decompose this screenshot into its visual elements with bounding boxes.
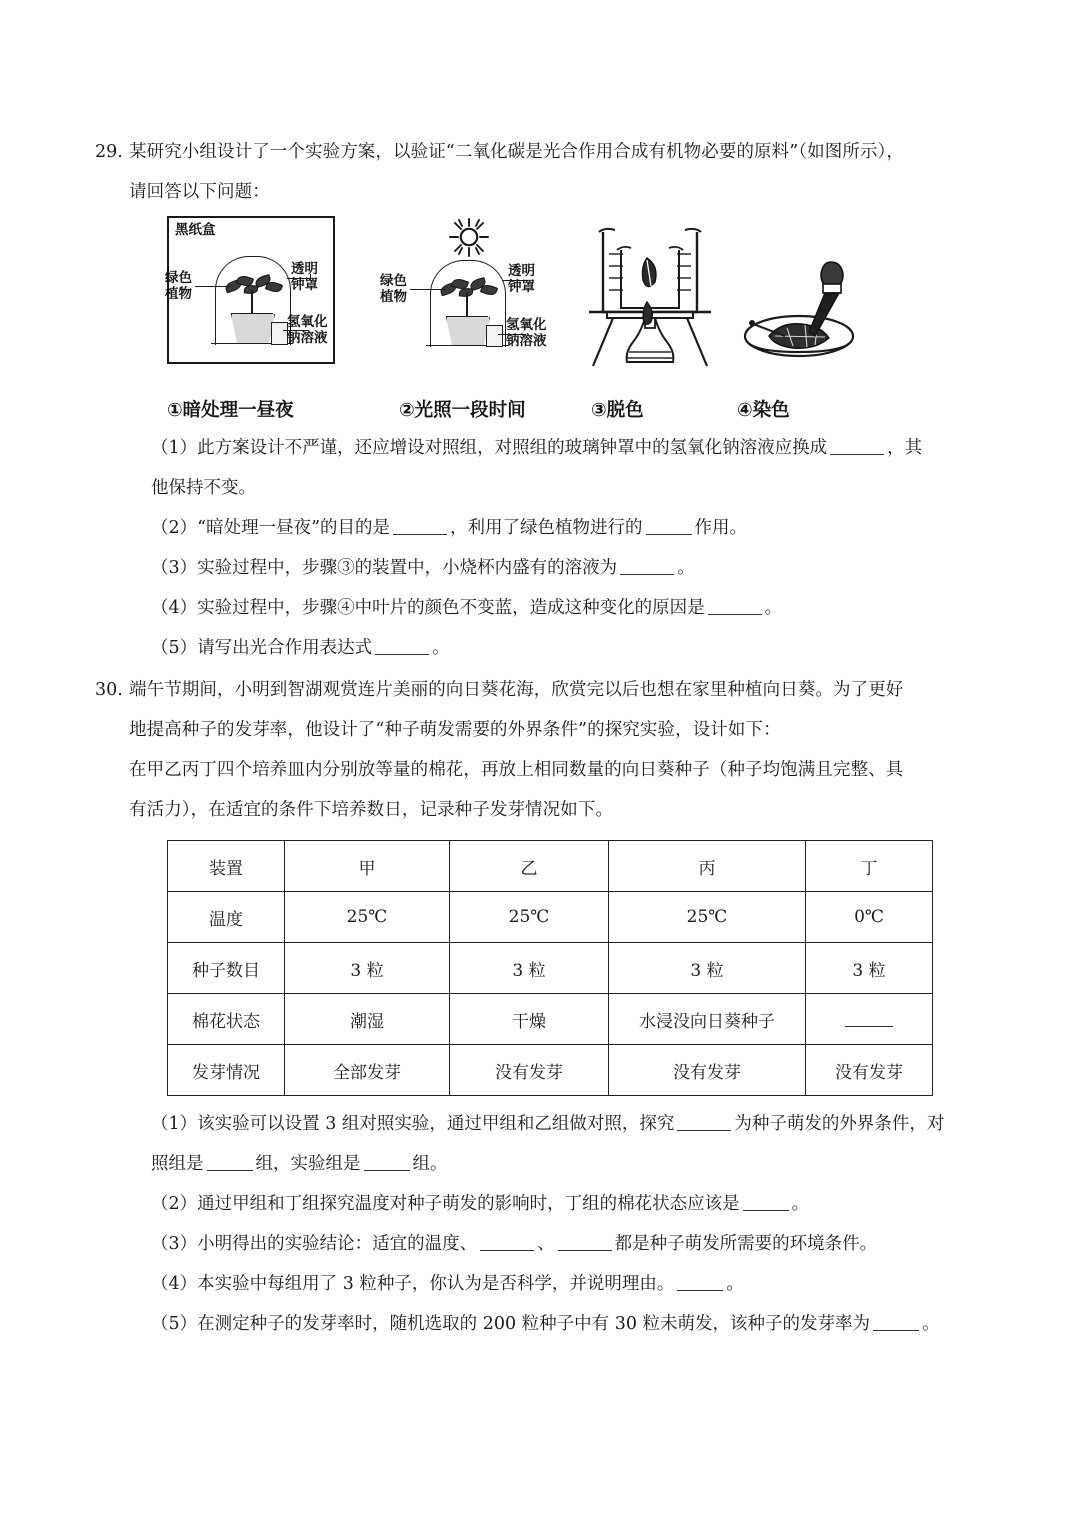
question-29-sub-5 xyxy=(151,628,995,668)
question-29-sub-1-line2 xyxy=(151,468,995,508)
question-30-stem-line-1: 端午节期间，小明到智湖观赏连片美丽的向日葵花海，欣赏完以后也想在家里种植向日葵。为了更好 xyxy=(129,680,904,700)
sodium-hydroxide-beaker-1 xyxy=(271,322,288,345)
table-cell: 没有发芽 xyxy=(609,1045,806,1096)
label-sodium-hydroxide-1: 氢氧化 钠溶液 xyxy=(287,314,328,346)
table-cell: 水浸没向日葵种子 xyxy=(609,994,806,1045)
sub-text: 小明得出的实验结论：适宜的温度、 xyxy=(197,1234,478,1254)
sub-marker: （3） xyxy=(151,1234,198,1254)
figure-caption-3: ③脱色 xyxy=(591,400,644,421)
sun-icon xyxy=(447,218,491,262)
table-cell: 0℃ xyxy=(806,892,933,943)
table-cell: 乙 xyxy=(450,841,609,892)
figure-caption-1: ①暗处理一昼夜 xyxy=(167,400,294,421)
row-header: 发芽情况 xyxy=(168,1045,285,1096)
sub-marker: （1） xyxy=(151,438,198,458)
sub-marker: （3） xyxy=(151,558,198,578)
sub-text: 本实验中每组用了 3 粒种子，你认为是否科学，并说明理由。 xyxy=(197,1274,675,1294)
figure-panel-4 xyxy=(735,236,875,376)
label-transparent-bell-jar-2: 透明 钟罩 xyxy=(508,263,535,295)
row-header: 棉花状态 xyxy=(168,994,285,1045)
table-row xyxy=(168,943,933,994)
petri-dish-staining-apparatus xyxy=(735,236,875,376)
sub-text-cont2: 他保持不变。 xyxy=(151,478,256,498)
table-cell: 25℃ xyxy=(450,892,609,943)
question-30-sub-5 xyxy=(151,1304,995,1344)
green-plant-2 xyxy=(440,277,496,301)
question-30 xyxy=(95,670,995,1344)
green-plant-1 xyxy=(225,274,281,298)
photosynthesis-experiment-figure xyxy=(167,216,867,396)
row-header: 温度 xyxy=(168,892,285,943)
sub-text: 请写出光合作用表达式 xyxy=(197,638,373,658)
sub-marker: （4） xyxy=(151,598,198,618)
question-29-sub-4 xyxy=(151,588,995,628)
table-cell: 3 粒 xyxy=(450,943,609,994)
question-29-stem-line-1: 某研究小组设计了一个实验方案，以验证“二氧化碳是光合作用合成有机物必要的原料”（如图所示）， xyxy=(129,142,904,162)
answer-blank[interactable] xyxy=(393,517,447,536)
table-cell: 3 粒 xyxy=(285,943,450,994)
sub-text-cont2: 照组是 xyxy=(151,1154,204,1174)
figure-panel-1 xyxy=(167,216,339,371)
answer-blank[interactable] xyxy=(620,557,674,576)
question-29-body xyxy=(129,132,995,668)
question-29-sub-2 xyxy=(151,508,995,548)
answer-blank[interactable] xyxy=(677,1273,723,1292)
table-cell: 没有发芽 xyxy=(450,1045,609,1096)
figure-panel-2 xyxy=(375,216,565,371)
table-cell: 丙 xyxy=(609,841,806,892)
figure-panel-3 xyxy=(585,224,715,374)
figure-caption-4: ④染色 xyxy=(737,400,790,421)
question-30-sub-3 xyxy=(151,1224,995,1264)
answer-blank[interactable] xyxy=(830,437,884,456)
sub-text-cont3: 组，实验组是 xyxy=(255,1154,361,1174)
label-green-plant-1: 绿色 植物 xyxy=(165,270,192,302)
question-30-stem-line-3: 在甲乙丙丁四个培养皿内分别放等量的棉花，再放上相同数量的向日葵种子（种子均饱满且完整、具 xyxy=(129,760,904,780)
sub-text: 通过甲组和丁组探究温度对种子萌发的影响时，丁组的棉花状态应该是 xyxy=(197,1194,740,1214)
sub-text: 实验过程中，步骤③的装置中，小烧杯内盛有的溶液为 xyxy=(197,558,618,578)
plant-stem-2 xyxy=(466,293,468,317)
page-content xyxy=(95,132,995,1344)
sub-text-cont4: 组。 xyxy=(412,1154,448,1174)
label-black-paper-box: 黑纸盒 xyxy=(175,222,216,238)
answer-blank[interactable] xyxy=(364,1153,410,1172)
germination-data-table xyxy=(167,840,933,1096)
leader-plant-2 xyxy=(410,289,446,290)
row-header: 种子数目 xyxy=(168,943,285,994)
answer-blank[interactable] xyxy=(677,1113,731,1132)
sub-text: 此方案设计不严谨，还应增设对照组，对照组的玻璃钟罩中的氢氧化钠溶液应换成 xyxy=(197,438,828,458)
leader-plant-1 xyxy=(195,286,231,287)
row-header: 装置 xyxy=(168,841,285,892)
sub-text-cont: 为种子萌发的外界条件，对 xyxy=(734,1114,945,1134)
table-row xyxy=(168,994,933,1045)
flower-pot-1 xyxy=(231,314,275,344)
flower-pot-2 xyxy=(446,317,490,346)
table-cell: 3 粒 xyxy=(609,943,806,994)
figure-caption-2: ②光照一段时间 xyxy=(399,400,526,421)
sub-text-cont: 。 xyxy=(432,638,450,658)
question-29-sub-3 xyxy=(151,548,995,588)
figure-captions xyxy=(167,396,867,428)
label-transparent-bell-jar-1: 透明 钟罩 xyxy=(291,261,318,293)
label-green-plant-2: 绿色 植物 xyxy=(380,273,407,305)
answer-blank[interactable] xyxy=(845,1012,893,1027)
sub-text: “暗处理一昼夜”的目的是 xyxy=(197,518,391,538)
answer-blank[interactable] xyxy=(646,517,692,536)
answer-blank[interactable] xyxy=(708,597,762,616)
water-bath-decolorize-apparatus xyxy=(585,224,715,374)
table-cell: 全部发芽 xyxy=(285,1045,450,1096)
sub-text-cont: ，利用了绿色植物进行的 xyxy=(450,518,643,538)
sub-marker: （2） xyxy=(151,1194,198,1214)
table-cell: 25℃ xyxy=(285,892,450,943)
sub-text: 该实验可以设置 3 组对照实验，通过甲组和乙组做对照，探究 xyxy=(197,1114,675,1134)
question-30-stem-line-2: 地提高种子的发芽率，他设计了“种子萌发需要的外界条件”的探究实验，设计如下： xyxy=(129,720,781,740)
sub-text-cont: 、 xyxy=(537,1234,555,1254)
question-29-number: 29. xyxy=(95,142,123,162)
sub-text-cont: ，其 xyxy=(887,438,923,458)
question-29 xyxy=(95,132,995,668)
question-30-number: 30. xyxy=(95,680,123,700)
sub-marker: （5） xyxy=(151,638,198,658)
question-29-stem-line-2: 请回答以下问题： xyxy=(129,182,270,202)
answer-blank[interactable] xyxy=(375,637,429,656)
answer-blank[interactable] xyxy=(743,1193,789,1212)
sub-text: 在测定种子的发芽率时，随机选取的 200 粒种子中有 30 粒未萌发，该种子的发芽率为 xyxy=(197,1314,871,1334)
table-cell: 3 粒 xyxy=(806,943,933,994)
sodium-hydroxide-beaker-2 xyxy=(486,325,503,347)
sub-text-cont2: 都是种子萌发所需要的环境条件。 xyxy=(614,1234,878,1254)
sub-text-cont: 。 xyxy=(764,598,783,618)
sub-text-cont: 。 xyxy=(922,1314,940,1334)
question-30-sub-1 xyxy=(151,1104,995,1144)
question-30-body xyxy=(129,670,995,1344)
table-cell: 干燥 xyxy=(450,994,609,1045)
answer-blank[interactable] xyxy=(207,1153,253,1172)
answer-blank[interactable] xyxy=(558,1233,612,1252)
table-row xyxy=(168,841,933,892)
table-cell: 甲 xyxy=(285,841,450,892)
sub-text-cont2: 作用。 xyxy=(694,518,748,538)
question-30-stem-line-4: 有活力），在适宜的条件下培养数日，记录种子发芽情况如下。 xyxy=(129,800,614,820)
answer-blank[interactable] xyxy=(480,1233,534,1252)
sub-text: 实验过程中，步骤④中叶片的颜色不变蓝，造成这种变化的原因是 xyxy=(197,598,705,618)
table-cell: 潮湿 xyxy=(285,994,450,1045)
question-29-sub-1 xyxy=(151,428,995,468)
sub-text-cont: 。 xyxy=(677,558,695,578)
plant-stem-1 xyxy=(251,290,253,314)
table-row xyxy=(168,892,933,943)
sub-marker: （5） xyxy=(151,1314,198,1334)
sub-text-cont: 。 xyxy=(726,1274,744,1294)
table-cell-blank[interactable] xyxy=(806,994,933,1045)
question-30-sub-4 xyxy=(151,1264,995,1304)
table-row xyxy=(168,1045,933,1096)
sub-marker: （4） xyxy=(151,1274,198,1294)
sub-marker: （1） xyxy=(151,1114,198,1134)
answer-blank[interactable] xyxy=(873,1313,919,1332)
question-30-sub-1-line2 xyxy=(151,1144,995,1184)
sub-text-cont: 。 xyxy=(791,1194,810,1214)
question-30-sub-2 xyxy=(151,1184,995,1224)
table-cell: 25℃ xyxy=(609,892,806,943)
table-cell: 没有发芽 xyxy=(806,1045,933,1096)
label-sodium-hydroxide-2: 氢氧化 钠溶液 xyxy=(506,317,547,349)
sub-marker: （2） xyxy=(151,518,198,538)
table-cell: 丁 xyxy=(806,841,933,892)
